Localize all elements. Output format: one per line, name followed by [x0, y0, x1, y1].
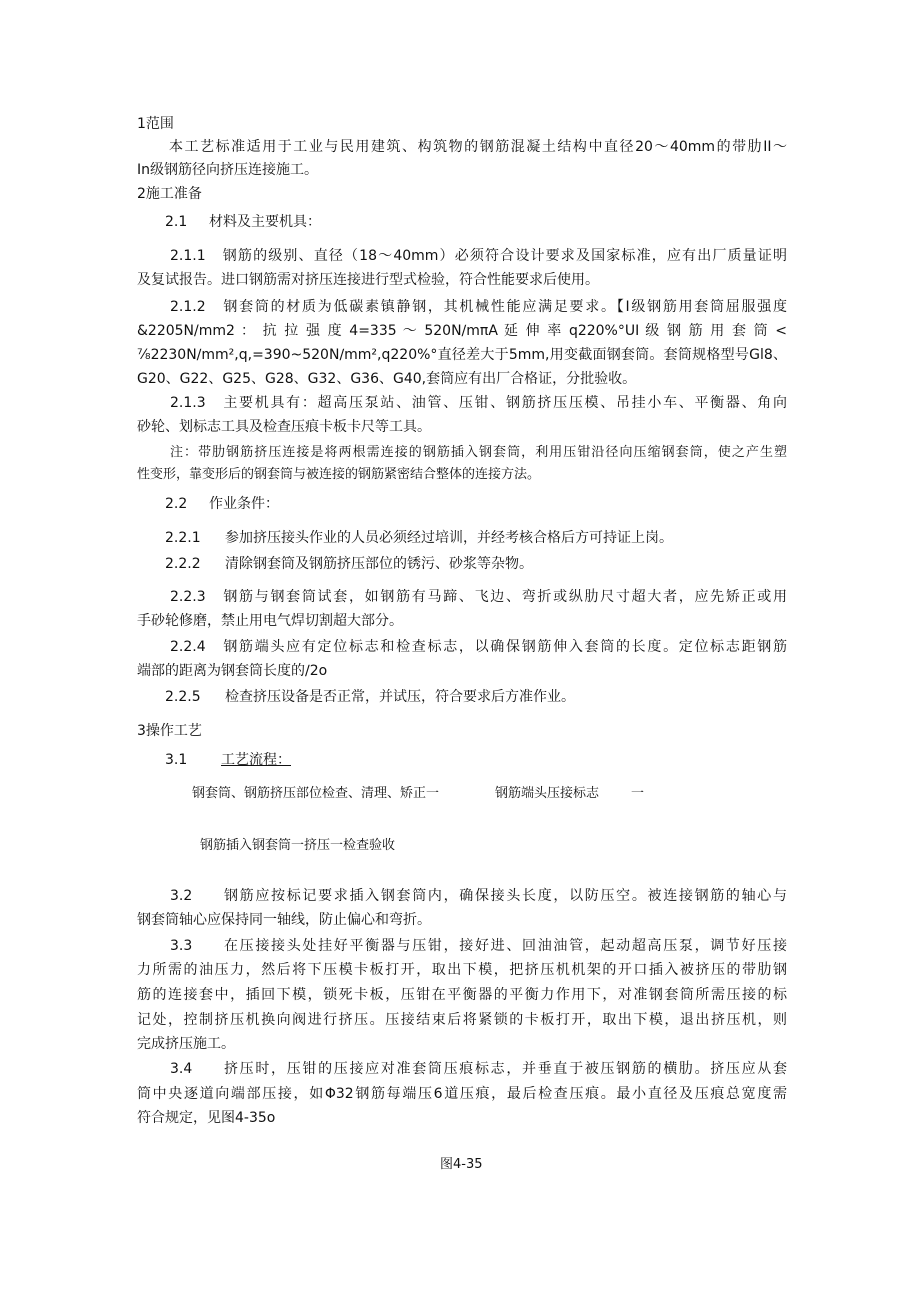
- clause-number: 2.1.1: [170, 248, 206, 264]
- clause-number: 3.1: [165, 752, 188, 768]
- clause-text: 清除钢套筒及钢筋挤压部位的锈污、砂浆等杂物。: [225, 556, 533, 572]
- clause-title: 作业条件：: [209, 496, 279, 512]
- clause-3-3-line-2: 力所需的油压力，然后将下压模卡板打开，取出下模，把挤压机机架的开口插入被挤压的带肋钢: [137, 962, 787, 978]
- clause-text: 挤压时，压钳的压接应对准套筒压痕标志，并垂直于被压钢筋的横肋。挤压应从套: [222, 1061, 787, 1077]
- clause-number: 3.3: [170, 938, 193, 954]
- section-1-heading: 1范围: [137, 116, 174, 132]
- clause-2-1-2-line-1: [170, 297, 787, 317]
- clause-3-4-line-3: 符合规定，见图4-35o: [137, 1110, 276, 1126]
- clause-2-2-1: [137, 528, 787, 548]
- flow-step-mark: 钢筋端头压接标志: [495, 786, 600, 801]
- clause-3-3-line-5: 完成挤压施工。: [137, 1036, 235, 1052]
- clause-2-1-3-line-2: 砂轮、划标志工具及检查压痕卡板卡尺等工具。: [137, 419, 431, 435]
- clause-2-2-3-line-1: [170, 587, 787, 607]
- clause-number: 3.4: [170, 1061, 193, 1077]
- clause-text: 主要机具有：超高压泵站、油管、压钳、钢筋挤压压模、吊挂小车、平衡器、角向: [221, 395, 787, 411]
- clause-number: 2.1.3: [170, 395, 206, 411]
- clause-text: 钢筋的级别、直径（18～40mm）必须符合设计要求及国家标准，应有出厂质量证明: [221, 248, 787, 264]
- note-line-1: 注：带肋钢筋挤压连接是将两根需连接的钢筋插入钢套筒，利用压钳沿径向压缩钢套筒，使之产生塑: [170, 445, 787, 460]
- clause-3-1: [137, 750, 787, 770]
- clause-text: 检查挤压设备是否正常，并试压，符合要求后方准作业。: [225, 689, 575, 705]
- clause-3-2-line-2: 钢套筒轴心应保持同一轴线，防止偏心和弯折。: [137, 912, 431, 928]
- section-3-heading: 3操作工艺: [137, 723, 202, 739]
- clause-text: 在压接接头处挂好平衡器与压钳，接好进、回油油管，起动超高压泵，调节好压接: [222, 938, 787, 954]
- section-1-text-line-2: In级钢筋径向挤压连接施工。: [137, 162, 319, 178]
- figure-caption: 图4-35: [440, 1157, 483, 1172]
- clause-text: 钢筋与钢套筒试套，如钢筋有马蹄、飞边、弯折或纵肋尺寸超大者，应先矫正或用: [221, 589, 787, 605]
- clause-2-1-3-line-1: [170, 393, 787, 413]
- clause-number: 2.1.2: [170, 299, 206, 315]
- clause-2-2-4-line-1: [170, 637, 787, 657]
- clause-text: 参加挤压接头作业的人员必须经过培训，并经考核合格后方可持证上岗。: [225, 530, 673, 546]
- clause-3-4-line-2: 筒中央逐道向端部压接，如Φ32钢筋每端压6道压痕，最后检查压痕。最小直径及压痕总宽度需: [137, 1086, 787, 1102]
- clause-text: 钢筋应按标记要求插入钢套筒内，确保接头长度，以防压空。被连接钢筋的轴心与: [222, 888, 787, 904]
- section-2-heading: 2施工准备: [137, 186, 202, 202]
- clause-3-3-line-1: [170, 936, 787, 956]
- clause-number: 2.2.3: [170, 589, 206, 605]
- clause-3-2-line-1: [170, 886, 787, 906]
- clause-number: 2.2.2: [165, 556, 201, 572]
- section-1-text-line-1: 本工艺标准适用于工业与民用建筑、构筑物的钢筋混凝土结构中直径20～40mm的带肋II～: [169, 139, 787, 155]
- clause-text: 钢筋端头应有定位标志和检查标志，以确保钢筋伸入套筒的长度。定位标志距钢筋: [221, 639, 787, 655]
- clause-title: 材料及主要机具：: [209, 214, 321, 230]
- clause-2-2-2: [137, 554, 787, 574]
- clause-2-2-3-line-2: 手砂轮修磨，禁止用电气焊切割超大部分。: [137, 613, 403, 629]
- clause-2-1-1-line-1: [170, 246, 787, 266]
- clause-2-1-1-line-2: 及复试报告。进口钢筋需对挤压连接进行型式检验，符合性能要求后使用。: [137, 272, 599, 288]
- clause-number: 3.2: [170, 888, 193, 904]
- flow-step-prepare: 钢套筒、钢筋挤压部位检查、清理、矫正一: [192, 786, 440, 801]
- clause-2-2: [137, 494, 787, 514]
- clause-2-1-2-line-4: G20、G22、G25、G28、G32、G36、G40,套筒应有出厂合格证，分批验收。: [137, 371, 637, 387]
- process-flow-line-1: [192, 784, 692, 804]
- clause-3-3-line-3: 筋的连接套中，插回下模，锁死卡板，压钳在平衡器的平衡力作用下，对准钢套筒所需压接的标: [137, 987, 787, 1003]
- clause-number: 2.2.4: [170, 639, 206, 655]
- clause-number: 2.2.1: [165, 530, 201, 546]
- note-line-2: 性变形，靠变形后的钢套筒与被连接的钢筋紧密结合整体的连接方法。: [137, 467, 541, 482]
- clause-number: 2.2.5: [165, 689, 201, 705]
- clause-3-4-line-1: [170, 1059, 787, 1079]
- clause-2-1-2-line-3: ⅞2230N∕mm²,q,=390~520N∕mm²,q220%°直径差大于5mm,用变截面钢套筒。套筒规格型号Gl8、: [137, 347, 787, 363]
- flow-arrow: 一: [631, 786, 645, 801]
- clause-number: 2.2: [165, 496, 188, 512]
- clause-2-1: [137, 212, 787, 232]
- clause-2-1-2-line-2: &2205N/mm2 ： 抗 拉 强 度 4=335 ～ 520N∕mπA 延 伸 率 q220%°UI 级 钢 筋 用 套 筒 <: [137, 323, 787, 339]
- clause-number: 2.1: [165, 214, 188, 230]
- clause-2-2-5: [137, 687, 787, 707]
- process-flow-line-2: 钢筋插入钢套筒一挤压一检查验收: [200, 838, 396, 853]
- clause-title: 工艺流程：: [221, 752, 291, 768]
- clause-2-2-4-line-2: 端部的距离为钢套筒长度的∕2o: [137, 663, 328, 679]
- clause-text: 钢套筒的材质为低碳素镇静钢，其机械性能应满足要求。【I级钢筋用套筒屈服强度: [221, 299, 787, 315]
- clause-3-3-line-4: 记处，控制挤压机换向阀进行挤压。压接结束后将紧锁的卡板打开，取出下模，退出挤压机，则: [137, 1012, 787, 1028]
